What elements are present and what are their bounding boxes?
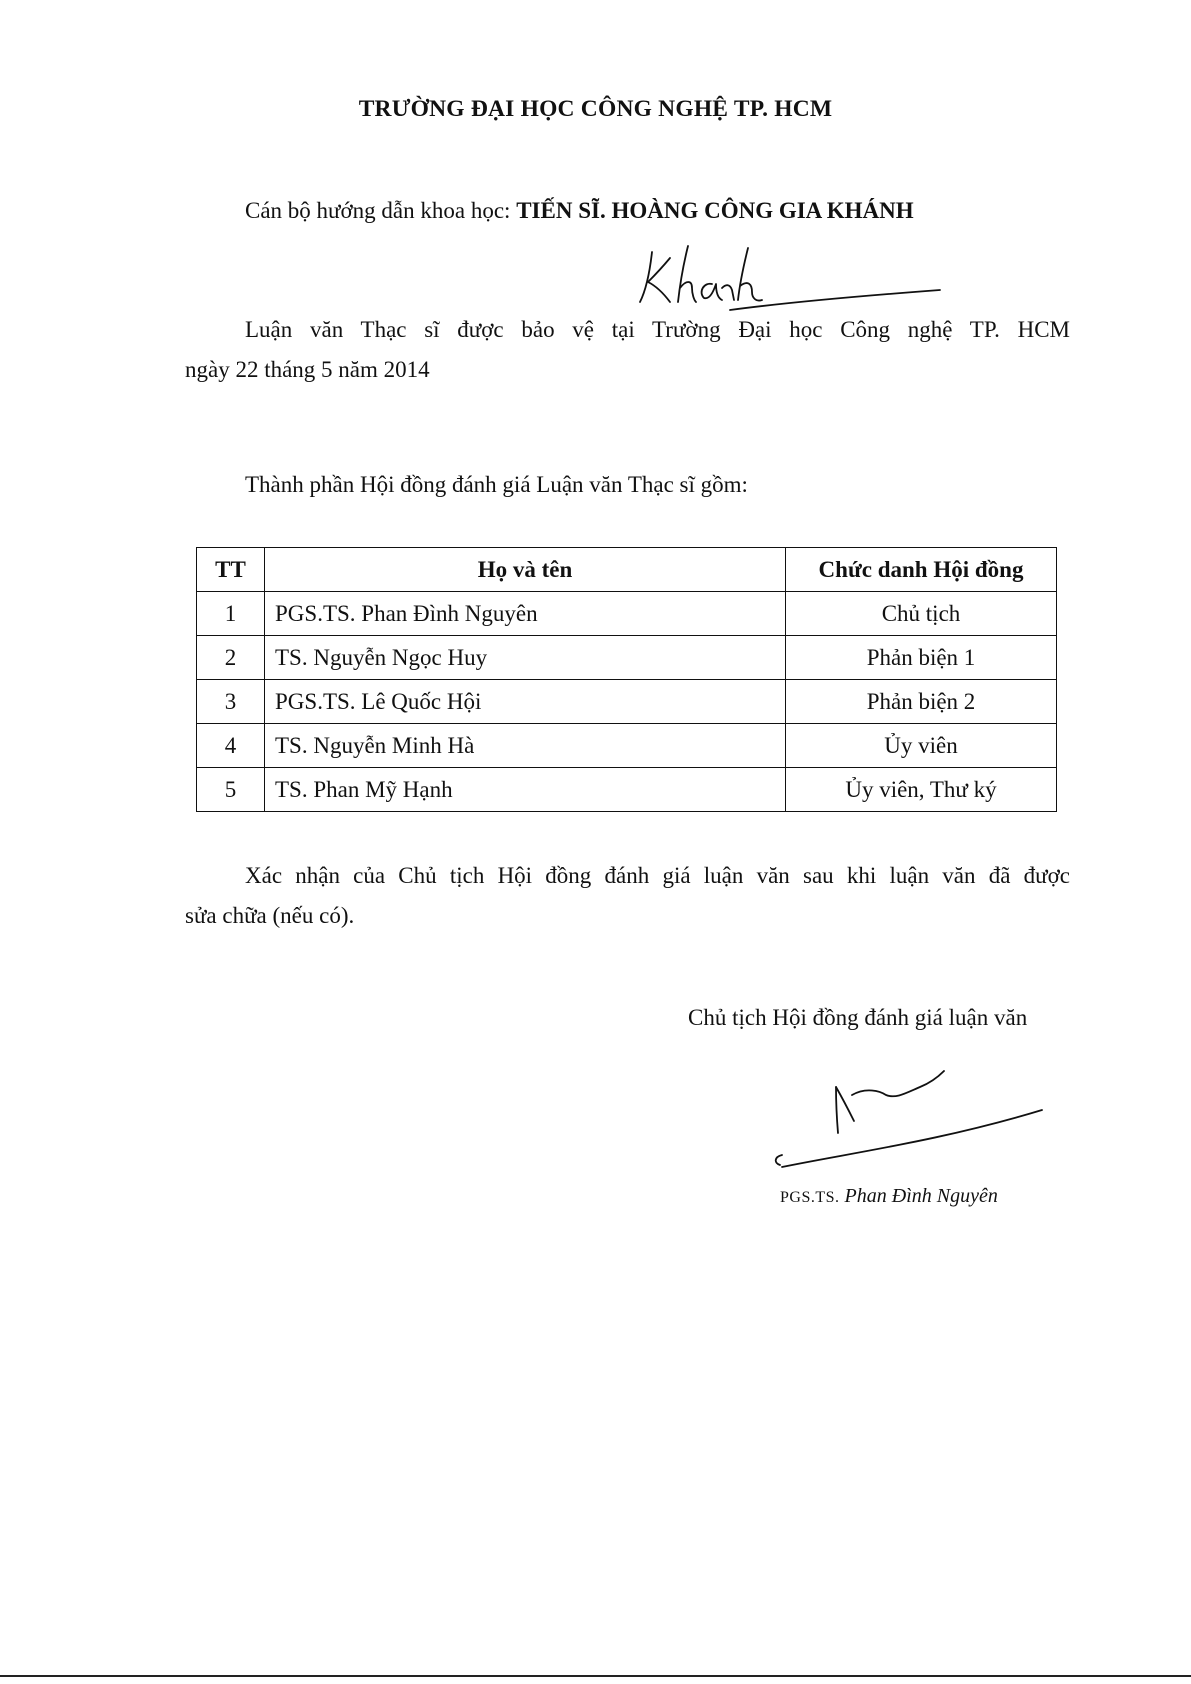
cell-name: TS. Phan Mỹ Hạnh bbox=[265, 768, 786, 812]
table-row bbox=[197, 724, 1057, 768]
cell-tt: 1 bbox=[197, 592, 265, 636]
advisor-signature bbox=[630, 240, 950, 320]
cell-name: TS. Nguyễn Ngọc Huy bbox=[265, 636, 786, 680]
chair-stamp-prefix: PGS.TS. bbox=[780, 1189, 840, 1206]
cell-tt: 4 bbox=[197, 724, 265, 768]
column-header-role: Chức danh Hội đồng bbox=[786, 548, 1057, 592]
table-row bbox=[197, 680, 1057, 724]
cell-role: Ủy viên, Thư ký bbox=[786, 768, 1057, 812]
cell-role: Phản biện 1 bbox=[786, 636, 1057, 680]
cell-role: Ủy viên bbox=[786, 724, 1057, 768]
column-header-name: Họ và tên bbox=[265, 548, 786, 592]
confirmation-line-2: sửa chữa (nếu có). bbox=[185, 903, 355, 928]
university-title: TRƯỜNG ĐẠI HỌC CÔNG NGHỆ TP. HCM bbox=[358, 96, 833, 122]
column-header-tt: TT bbox=[197, 548, 265, 592]
chair-name-stamp bbox=[780, 1185, 998, 1208]
cell-tt: 3 bbox=[197, 680, 265, 724]
cell-name: PGS.TS. Phan Đình Nguyên bbox=[265, 592, 786, 636]
council-intro: Thành phần Hội đồng đánh giá Luận văn Thạc sĩ gồm: bbox=[245, 472, 748, 497]
cell-tt: 5 bbox=[197, 768, 265, 812]
page-bottom-rule bbox=[0, 1675, 1191, 1677]
confirmation-line-1: Xác nhận của Chủ tịch Hội đồng đánh giá luận văn sau khi luận văn đã được bbox=[245, 863, 1070, 888]
advisor-label: Cán bộ hướng dẫn khoa học: bbox=[245, 198, 511, 223]
table-row bbox=[197, 768, 1057, 812]
advisor-name: TIẾN SĨ. HOÀNG CÔNG GIA KHÁNH bbox=[516, 198, 914, 223]
table-header-row bbox=[197, 548, 1057, 592]
advisor-line bbox=[245, 198, 914, 224]
chair-stamp-name: Phan Đình Nguyên bbox=[844, 1185, 998, 1207]
table-row bbox=[197, 636, 1057, 680]
cell-role: Phản biện 2 bbox=[786, 680, 1057, 724]
cell-name: PGS.TS. Lê Quốc Hội bbox=[265, 680, 786, 724]
council-table bbox=[196, 547, 1057, 812]
confirmation-paragraph bbox=[185, 856, 1070, 936]
chair-signature bbox=[770, 1065, 1050, 1175]
cell-tt: 2 bbox=[197, 636, 265, 680]
defense-line-1: Luận văn Thạc sĩ được bảo vệ tại Trường Đại học Công nghệ TP. HCM bbox=[245, 317, 1070, 342]
cell-role: Chủ tịch bbox=[786, 592, 1057, 636]
defense-line-2: ngày 22 tháng 5 năm 2014 bbox=[185, 357, 430, 382]
table-row bbox=[197, 592, 1057, 636]
defense-paragraph bbox=[185, 310, 1070, 390]
chair-caption: Chủ tịch Hội đồng đánh giá luận văn bbox=[688, 1005, 1028, 1030]
cell-name: TS. Nguyễn Minh Hà bbox=[265, 724, 786, 768]
